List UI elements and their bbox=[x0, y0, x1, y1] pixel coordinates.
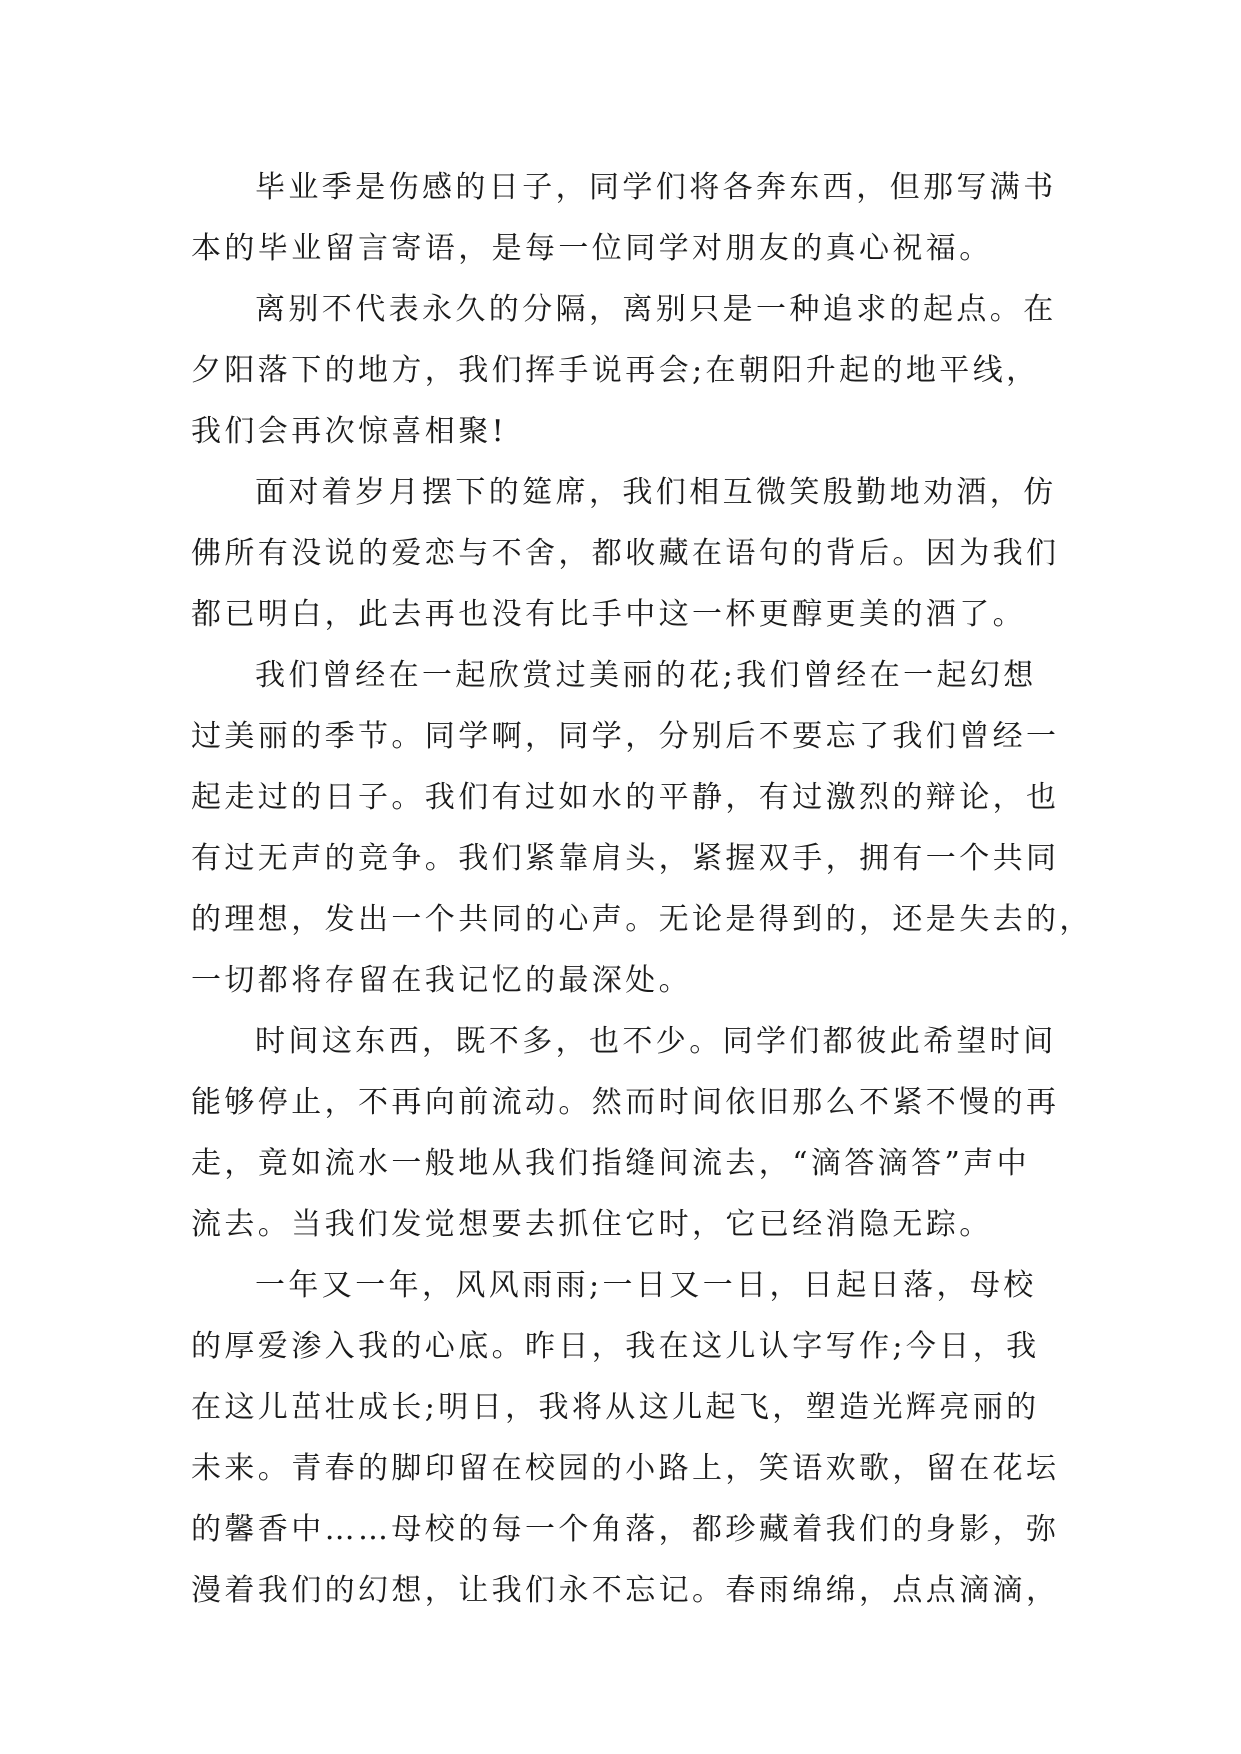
text-line: 的馨香中……母校的每一个角落，都珍藏着我们的身影，弥 bbox=[191, 1512, 1060, 1547]
text-line: 起走过的日子。我们有过如水的平静，有过激烈的辩论，也 bbox=[191, 780, 1060, 815]
text-line: 能够停止，不再向前流动。然而时间依旧那么不紧不慢的再 bbox=[191, 1085, 1060, 1120]
text-line: 走，竟如流水一般地从我们指缝间流去，“滴答滴答”声中 bbox=[191, 1146, 1031, 1181]
text-line: 未来。青春的脚印留在校园的小路上，笑语欢歌，留在花坛 bbox=[191, 1451, 1060, 1486]
text-line: 过美丽的季节。同学啊，同学，分别后不要忘了我们曾经一 bbox=[191, 719, 1060, 754]
text-line: 有过无声的竞争。我们紧靠肩头，紧握双手，拥有一个共同 bbox=[191, 841, 1060, 876]
text-line: 离别不代表永久的分隔，离别只是一种追求的起点。在 bbox=[255, 292, 1057, 327]
document-body bbox=[191, 157, 1093, 1621]
text-line: 的理想，发出一个共同的心声。无论是得到的，还是失去的， bbox=[191, 902, 1093, 937]
text-line: 本的毕业留言寄语，是每一位同学对朋友的真心祝福。 bbox=[191, 231, 993, 266]
text-line: 流去。当我们发觉想要去抓住它时，它已经消隐无踪。 bbox=[191, 1207, 993, 1242]
text-line: 面对着岁月摆下的筵席，我们相互微笑殷勤地劝酒，仿 bbox=[255, 475, 1057, 510]
text-line: 都已明白，此去再也没有比手中这一杯更醇更美的酒了。 bbox=[191, 597, 1026, 632]
text-line: 的厚爱渗入我的心底。昨日，我在这儿认字写作;今日，我 bbox=[191, 1329, 1040, 1364]
text-line: 佛所有没说的爱恋与不舍，都收藏在语句的背后。因为我们 bbox=[191, 536, 1060, 571]
text-line: 夕阳落下的地方，我们挥手说再会;在朝阳升起的地平线， bbox=[191, 353, 1040, 388]
text-line: 在这儿茁壮成长;明日，我将从这儿起飞，塑造光辉亮丽的 bbox=[191, 1390, 1040, 1425]
text-line: 我们曾经在一起欣赏过美丽的花;我们曾经在一起幻想 bbox=[255, 658, 1037, 693]
text-line: 一切都将存留在我记忆的最深处。 bbox=[191, 963, 692, 998]
text-line: 时间这东西，既不多，也不少。同学们都彼此希望时间 bbox=[255, 1024, 1057, 1059]
text-line: 我们会再次惊喜相聚! bbox=[191, 414, 508, 449]
text-line: 一年又一年，风风雨雨;一日又一日，日起日落，母校 bbox=[255, 1268, 1037, 1303]
text-line: 毕业季是伤感的日子，同学们将各奔东西，但那写满书 bbox=[255, 170, 1057, 205]
text-line: 漫着我们的幻想，让我们永不忘记。春雨绵绵，点点滴滴， bbox=[191, 1573, 1060, 1608]
